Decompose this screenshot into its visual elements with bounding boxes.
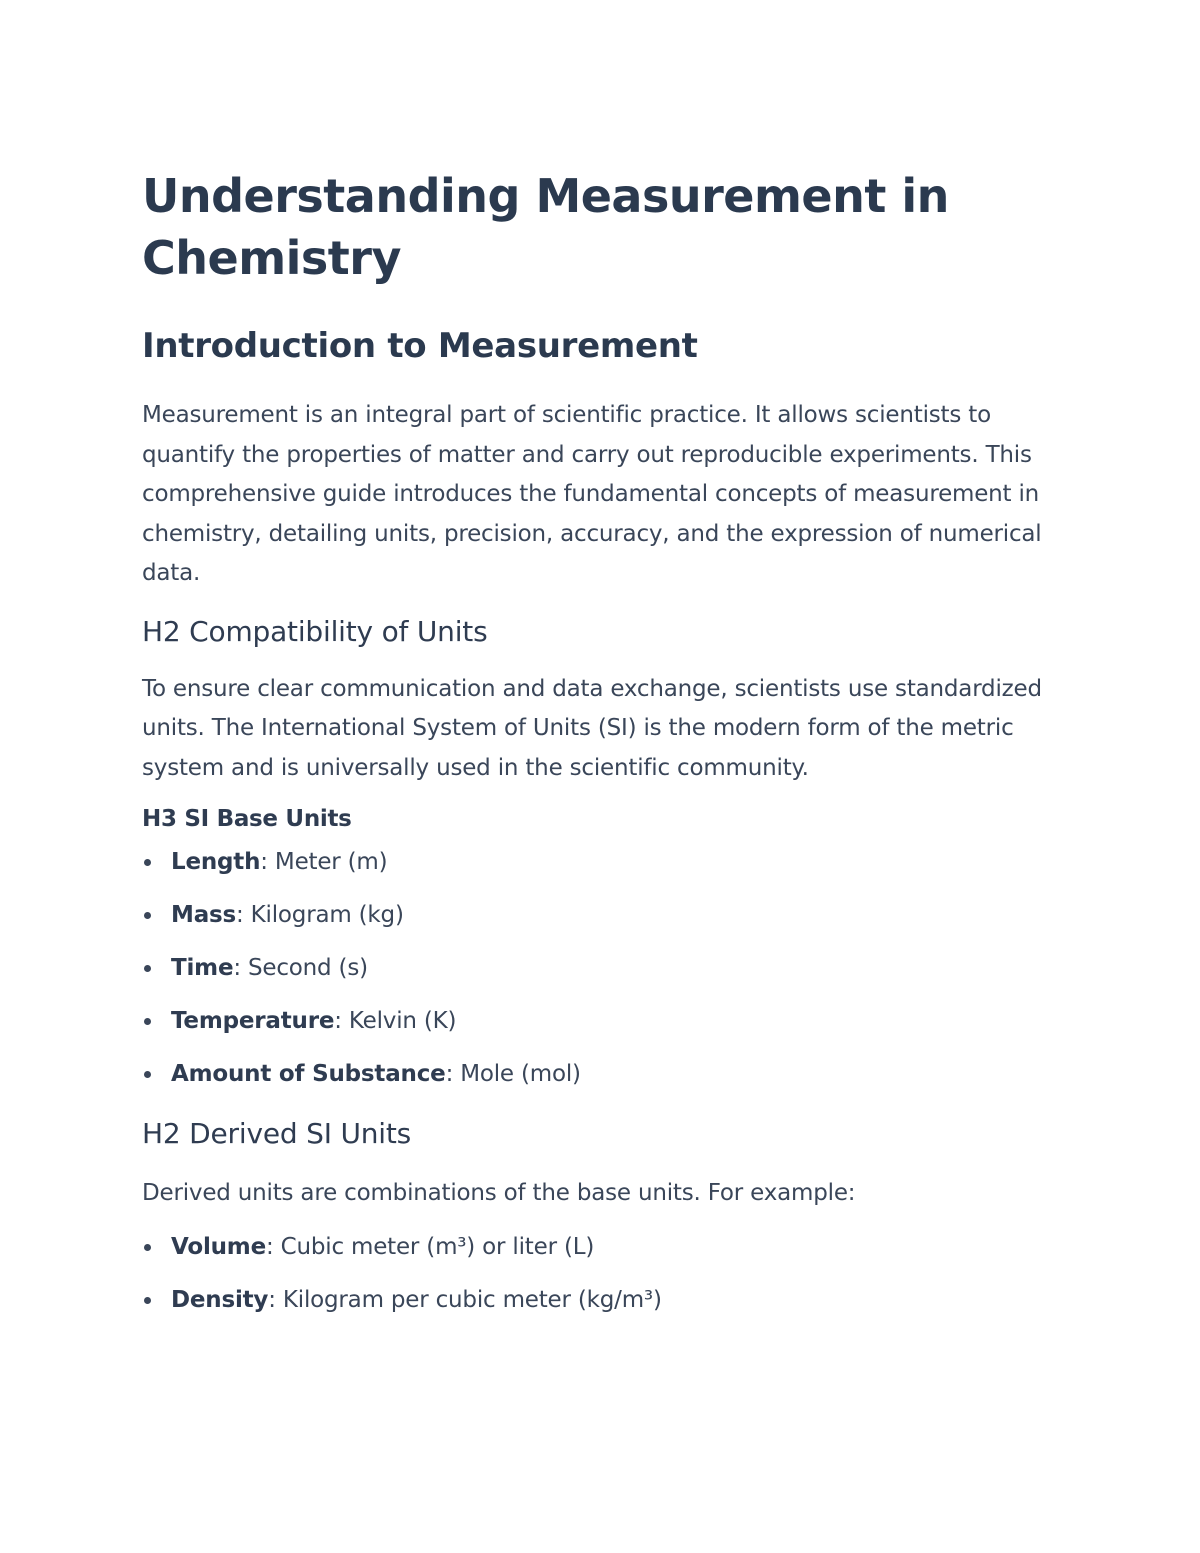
unit-term: Volume xyxy=(171,1233,266,1260)
unit-value: : Mole (mol) xyxy=(445,1061,581,1087)
compatibility-heading: H2 Compatibility of Units xyxy=(142,614,488,648)
list-item xyxy=(142,898,1072,932)
unit-value: : Kilogram per cubic meter (kg/m³) xyxy=(268,1286,662,1313)
list-item xyxy=(142,951,1072,985)
compatibility-paragraph: To ensure clear communication and data exchange, scientists use standardized units. The International System of Units (SI) is the modern form of the metric system and is universally used in the scientific community. xyxy=(142,675,1042,781)
list-item xyxy=(142,1230,1072,1264)
document-page xyxy=(142,165,1072,1317)
list-item xyxy=(142,1057,1072,1091)
unit-term: Length xyxy=(171,849,261,875)
bullet-icon xyxy=(144,1018,151,1025)
unit-term: Time xyxy=(171,955,234,981)
unit-value: : Second (s) xyxy=(233,955,368,981)
unit-term: Mass xyxy=(171,902,236,928)
unit-term: Amount of Substance xyxy=(171,1061,446,1087)
bullet-icon xyxy=(144,912,151,919)
unit-value: : Kilogram (kg) xyxy=(236,902,404,928)
list-item xyxy=(142,1283,1072,1317)
bullet-icon xyxy=(144,859,151,866)
bullet-icon xyxy=(144,1244,151,1251)
unit-term: Temperature xyxy=(171,1008,335,1034)
derived-units-paragraph: Derived units are combinations of the base units. For example: xyxy=(142,1180,856,1206)
base-units-list xyxy=(142,845,1072,1091)
intro-paragraph: Measurement is an integral part of scientific practice. It allows scientists to quantify the properties of matter and carry out reproducible experiments. This comprehensive guide introduces the fundamental concepts of measurement in chemistry, detailing units, precision, accuracy, and the expression of numerical data. xyxy=(142,402,1042,586)
page-title: Understanding Measurement in Chemistry xyxy=(142,169,949,285)
bullet-icon xyxy=(144,965,151,972)
list-item xyxy=(142,845,1072,879)
bullet-icon xyxy=(144,1297,151,1304)
unit-value: : Meter (m) xyxy=(260,849,388,875)
list-item xyxy=(142,1004,1072,1038)
derived-units-heading: H2 Derived SI Units xyxy=(142,1117,412,1150)
derived-units-list xyxy=(142,1230,1072,1317)
unit-term: Density xyxy=(171,1286,269,1313)
base-units-heading: H3 SI Base Units xyxy=(142,806,352,832)
bullet-icon xyxy=(144,1071,151,1078)
unit-value: : Kelvin (K) xyxy=(334,1008,457,1034)
unit-value: : Cubic meter (m³) or liter (L) xyxy=(265,1233,595,1260)
intro-heading: Introduction to Measurement xyxy=(142,326,698,366)
